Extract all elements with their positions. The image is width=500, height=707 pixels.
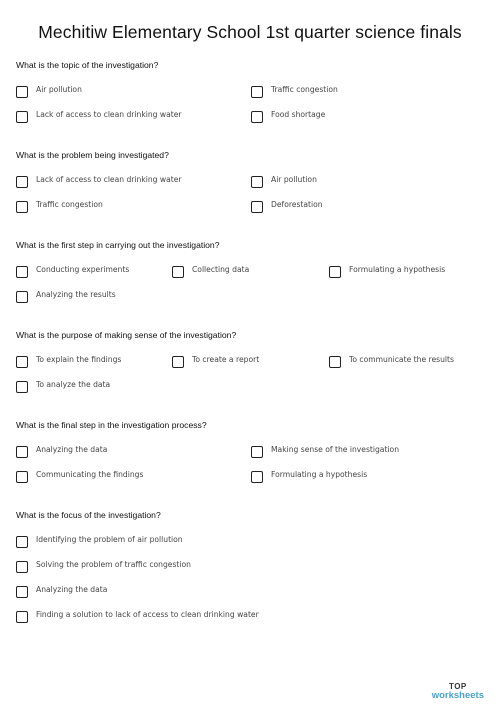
option-label: Analyzing the data: [36, 585, 108, 594]
option-label: Analyzing the data: [36, 445, 108, 454]
option-label: To create a report: [192, 355, 260, 364]
question-text: What is the final step in the investigation process?: [16, 420, 207, 430]
checkbox[interactable]: [16, 266, 28, 278]
option-label: Solving the problem of traffic congestion: [36, 560, 191, 569]
option-label: Air pollution: [36, 85, 82, 94]
checkbox[interactable]: [329, 356, 341, 368]
checkbox[interactable]: [16, 536, 28, 548]
checkbox[interactable]: [251, 176, 263, 188]
checkbox[interactable]: [172, 266, 184, 278]
question-text: What is the purpose of making sense of the investigation?: [16, 330, 237, 340]
checkbox[interactable]: [16, 471, 28, 483]
option-label: Analyzing the results: [36, 290, 116, 299]
checkbox[interactable]: [16, 291, 28, 303]
option-label: To analyze the data: [36, 380, 111, 389]
checkbox[interactable]: [16, 586, 28, 598]
option-label: Collecting data: [192, 265, 250, 274]
option-label: Lack of access to clean drinking water: [36, 110, 182, 119]
option-label: To explain the findings: [36, 355, 122, 364]
option-label: Communicating the findings: [36, 470, 144, 479]
checkbox[interactable]: [16, 356, 28, 368]
question-text: What is the topic of the investigation?: [16, 60, 159, 70]
option-label: Conducting experiments: [36, 265, 130, 274]
checkbox[interactable]: [16, 111, 28, 123]
option-label: Deforestation: [271, 200, 323, 209]
checkbox[interactable]: [251, 201, 263, 213]
checkbox[interactable]: [16, 86, 28, 98]
option-label: Air pollution: [271, 175, 317, 184]
checkbox[interactable]: [172, 356, 184, 368]
logo-name-text: worksheets: [431, 690, 484, 701]
checkbox[interactable]: [16, 561, 28, 573]
option-label: Making sense of the investigation: [271, 445, 400, 454]
checkbox[interactable]: [16, 611, 28, 623]
topworksheets-logo: [432, 682, 484, 701]
question-text: What is the focus of the investigation?: [16, 510, 161, 520]
option-label: Formulating a hypothesis: [271, 470, 368, 479]
checkbox[interactable]: [251, 86, 263, 98]
checkbox[interactable]: [16, 176, 28, 188]
option-label: Traffic congestion: [36, 200, 103, 209]
option-label: Finding a solution to lack of access to clean drinking water: [36, 610, 259, 619]
checkbox[interactable]: [16, 381, 28, 393]
question-text: What is the first step in carrying out the investigation?: [16, 240, 220, 250]
checkbox[interactable]: [329, 266, 341, 278]
option-label: Identifying the problem of air pollution: [36, 535, 183, 544]
logo-top-text: TOP: [448, 682, 467, 691]
checkbox[interactable]: [251, 471, 263, 483]
checkbox[interactable]: [251, 111, 263, 123]
option-label: Food shortage: [271, 110, 326, 119]
question-text: What is the problem being investigated?: [16, 150, 169, 160]
option-label: Traffic congestion: [271, 85, 338, 94]
checkbox[interactable]: [16, 446, 28, 458]
option-label: Formulating a hypothesis: [349, 265, 446, 274]
option-label: Lack of access to clean drinking water: [36, 175, 182, 184]
checkbox[interactable]: [16, 201, 28, 213]
checkbox[interactable]: [251, 446, 263, 458]
page-title: Mechitiw Elementary School 1st quarter science finals: [38, 22, 462, 42]
option-label: To communicate the results: [349, 355, 454, 364]
